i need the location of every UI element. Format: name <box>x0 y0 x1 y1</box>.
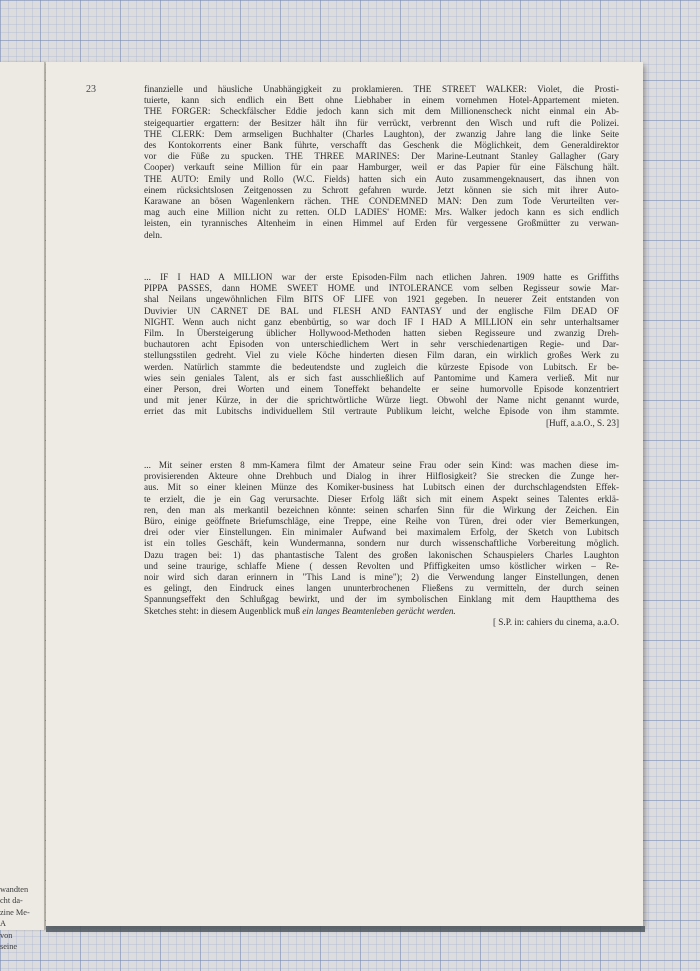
text-line: provisierenden Akteure ohne Drehbuch und Dialog in ihrer Hilflosigkeit? Sie strecken die Zunge her- <box>144 471 619 482</box>
text-line: Duvivier UN CARNET DE BAL und FLESH AND FANTASY und der englische Film DEAD OF <box>144 305 619 316</box>
text-line: Dazu tragen bei: 1) das phantastische Talent des großen lakonischen Schauspielers Charles Laughton <box>144 549 619 560</box>
left-fragment: seine <box>0 942 18 952</box>
text-line: Cooper) verkauft seine Million für ein paar Hamburger, weil er das Papier für eine Fälschung hält. <box>144 162 619 173</box>
left-page-edge <box>0 62 45 952</box>
text-line: steigequartier ergattern: der Besitzer hält ihn für verrückt, verbrennt den Wisch und ruft die Polizei. <box>144 117 619 128</box>
citation-cahiers: [ S.P. in: cahiers du cinema, a.a.O. <box>492 616 619 627</box>
text-line: stellungsstilen gedreht. Viel zu viele Köche hinderten diesen Film daran, ein wirklich großes Werk zu <box>144 350 619 361</box>
text-line: es gelingt, den Eindruck eines langen ununterbrochenen Fließens zu vermitteln, der durch seinen <box>144 583 619 594</box>
text-line: noir wird sich daran erinnern in "This Land is mine"); 2) die Verwendung langer Einstellungen, denen <box>144 572 619 583</box>
text-line: Karawane an bösen Wagenlenkern rächen. THE CONDEMNED MAN: Den zum Tode Verurteilten ver- <box>144 196 619 207</box>
text-line: THE FORGER: Scheckfälscher Eddie jedoch kann sich mit dem Millionenscheck nicht einmal ein Ab- <box>144 106 619 117</box>
page-bottom-edge <box>46 926 645 932</box>
text-line: des Kontokorrents einer Bank führte, verschafft das Geschenk die Möglichkeit, dem Generaldirektor <box>144 140 619 151</box>
text-line: Film. In Übersteigerung üblicher Hollywood-Methoden hatten sieben Regisseure und zwanzig Dreh- <box>144 328 619 339</box>
left-fragment: A <box>0 919 6 929</box>
paragraph-huff-quote <box>144 272 619 429</box>
document-page <box>46 62 643 926</box>
text-line: buchautoren acht Episoden von unterschiedlichem Wert in sehr verschiedenartigen Regie- und Dar- <box>144 339 619 350</box>
text-line: ... Mit seiner ersten 8 mm-Kamera filmt der Amateur seine Frau oder sein Kind: was machen diese im- <box>144 460 619 470</box>
text-line: deln. <box>144 229 163 240</box>
text-line: Büro, einige geöffnete Briefumschläge, eine Treppe, eine Reihe von Türen, drei oder vier Bemerkungen, <box>144 516 619 527</box>
text-line: und seine traurige, schlaffe Miene ( dessen Revolten und Pfiffigkeiten umso köstlicher wirken – Re- <box>144 560 619 571</box>
text-line: wies sein geniales Talent, als er sich fast ausschließlich auf Pantomime und Kamera verließ. Mit nur <box>144 372 619 383</box>
text-line: te erzielt, die je ein Gag verursachte. Dieser Erfolg läßt sich mit einem Aspekt seines Talentes erklä- <box>144 493 619 504</box>
text-line: aus. Mit so einer kleinen Münze des Komiker-business hat Lubitsch einen der durchschlagendsten Effek- <box>144 482 619 493</box>
text-line <box>144 606 619 617</box>
text-line: PIPPA PASSES, dann HOME SWEET HOME und INTOLERANCE vom selben Regisseur sowie Mar- <box>144 283 619 294</box>
text-line: drei oder vier Einstellungen. Ein minimaler Aufwand bei maximalem Erfolg, der Sketch von Lubitsch <box>144 527 619 538</box>
paragraph-episodes <box>144 84 619 241</box>
left-fragment: cht da- <box>0 896 23 906</box>
text-line: Spannungseffekt den Schlußgag bewirkt, und der im symbolischen Einklang mit dem Hauptthema des <box>144 594 619 605</box>
left-fragment: wandten <box>0 885 29 894</box>
text-line: THE CLERK: Dem armseligen Buchhalter (Charles Laughton), der zwanzig Jahre lang die linke Seite <box>144 128 619 139</box>
text-line: shal Neilans ungewöhnlichen Film BITS OF LIFE von 1921 gegeben. In neuerer Zeit entstanden von <box>144 294 619 305</box>
text-line: einem rücksichtslosen Zeitgenossen zu Schrott gefahren wurde. Jetzt können sie sich mit ihrer Auto- <box>144 184 619 195</box>
left-fragment: zine Me- <box>0 907 30 917</box>
text-line: ren, den man als merkantil bezeichnen könnte: seinen scharfen Sinn für die Wirkung der Zeichen. Ein <box>144 504 619 515</box>
text-line: erriet das mit Lubitschs individuellem Stil vertraute Publikum leicht, welche Episode von ihm stammte. <box>144 406 619 417</box>
text-line: ... IF I HAD A MILLION war der erste Episoden-Film nach etlichen Jahren. 1909 hatte es Griffiths <box>144 272 619 282</box>
text-line: tuierte, kann sich endlich ein Bett ohne Liebhaber in einem vornehmen Hotel-Appartement mieten. <box>144 95 619 106</box>
citation-huff: [Huff, a.a.O., S. 23] <box>545 417 619 428</box>
text-line: leisten, ein tyrannisches Altenheim in einen Himmel auf Erden für vergessene Großmütter zu verwan- <box>144 218 619 229</box>
text-line-plain: Sketches steht: in diesem Augenblick muß <box>144 605 303 616</box>
text-line: einer Person, drei Worten und einem Toneffekt behandelte er seine humorvolle Episode konzentriert <box>144 384 619 395</box>
text-line: THE AUTO: Emily und Rollo (W.C. Fields) hatten sich ein Auto zusammengeknausert, das ihnen von <box>144 173 619 184</box>
text-line-italic: ein langes Beamtenleben gerächt werden. <box>302 605 456 616</box>
text-line: und mit jener Kürze, in der die sprichtwörtliche Würze liegt. Obwohl der Name nicht genannt wurde, <box>144 395 619 406</box>
text-line: vor die Füße zu spucken. THE THREE MARINES: Der Marine-Leutnant Stanley Gallagher (Gary <box>144 151 619 162</box>
paragraph-cahiers-quote <box>144 460 619 628</box>
text-line: ist ein tolles Geschäft, kein Wundermanna, sondern nur durch wissenschaftliche Vorbereitung möglich. <box>144 538 619 549</box>
text-line: mag auch eine Million nicht zu retten. OLD LADIES' HOME: Mrs. Walker jedoch kann es sich endlich <box>144 207 619 218</box>
left-fragment: von <box>0 930 13 940</box>
text-line: NIGHT. Wenn auch nicht ganz ebenbürtig, so war doch IF I HAD A MILLION ein sehr unterhaltsamer <box>144 316 619 327</box>
text-line: finanzielle und häusliche Unabhängigkeit zu proklamieren. THE STREET WALKER: Violet, die Prosti- <box>144 84 619 94</box>
left-page-text-fragments <box>0 884 44 952</box>
page-number: 23 <box>86 84 96 95</box>
text-line: werden. Natürlich stammte die bedeutendste und zugleich die kürzeste Episode von Lubitsch. Er be- <box>144 361 619 372</box>
